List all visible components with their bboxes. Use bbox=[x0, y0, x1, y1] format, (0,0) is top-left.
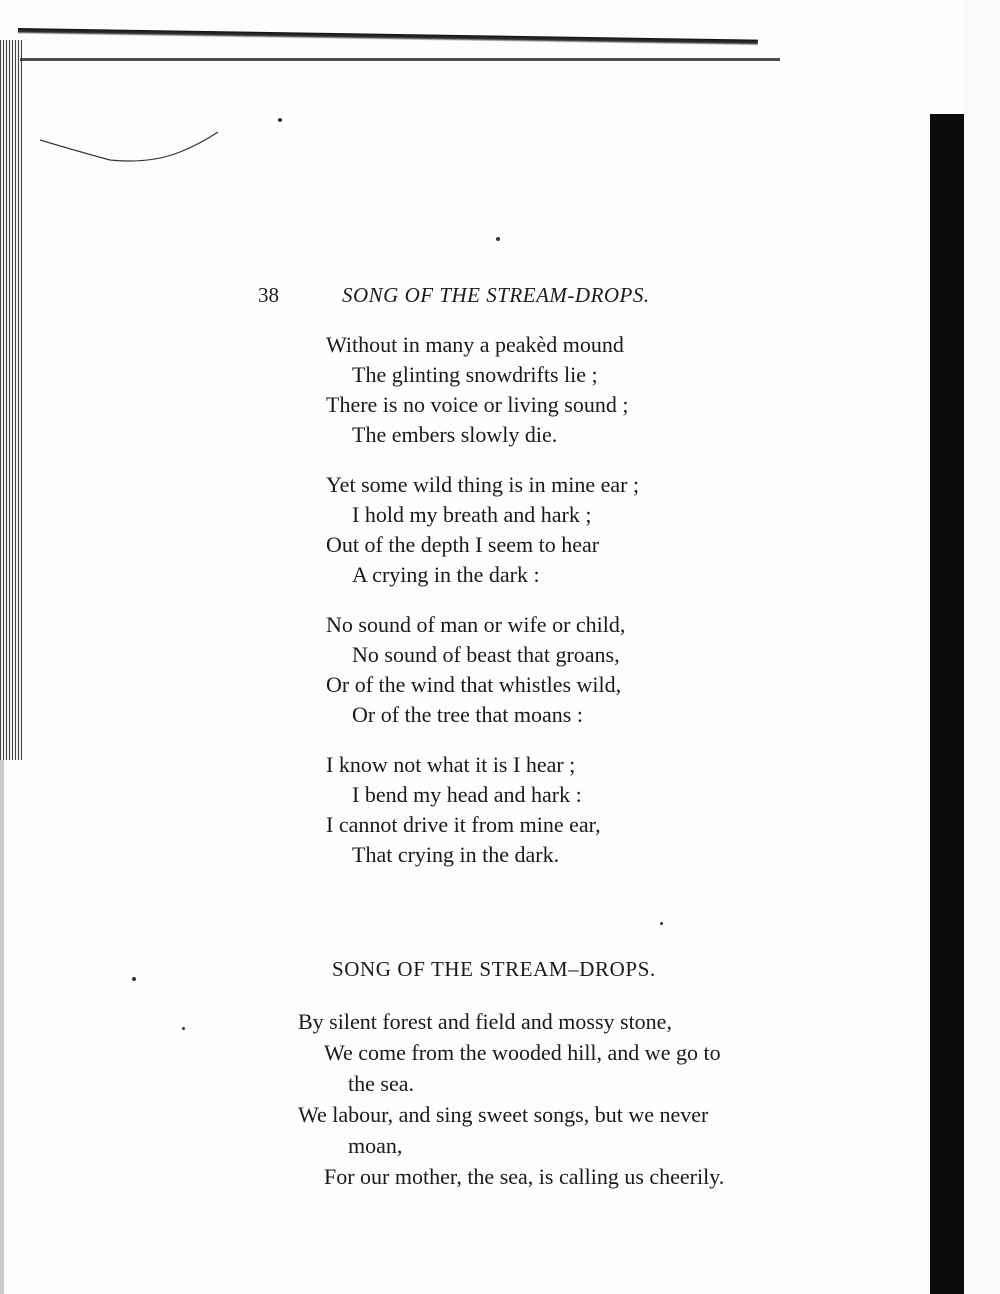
binding-edge bbox=[0, 760, 4, 1294]
speck bbox=[278, 118, 282, 122]
poem-line: A crying in the dark : bbox=[352, 562, 540, 587]
speck bbox=[496, 237, 500, 241]
poem-line: No sound of man or wife or child, bbox=[326, 612, 626, 637]
poem-line: I cannot drive it from mine ear, bbox=[326, 812, 601, 837]
poem-line: That crying in the dark. bbox=[352, 842, 560, 867]
poem-line: Or of the tree that moans : bbox=[352, 702, 583, 727]
scan-right-margin bbox=[964, 0, 1000, 1294]
speck bbox=[182, 1027, 185, 1030]
pencil-mark bbox=[40, 130, 220, 170]
song-line: moan, bbox=[348, 1133, 403, 1158]
poem-line: The embers slowly die. bbox=[352, 422, 558, 447]
page-top-edge bbox=[18, 28, 758, 46]
speck bbox=[660, 922, 663, 925]
song-line: By silent forest and field and mossy stone, bbox=[298, 1009, 672, 1034]
song bbox=[298, 1006, 818, 1192]
stanza bbox=[326, 330, 786, 450]
poem-line: There is no voice or living sound ; bbox=[326, 392, 629, 417]
scan-right-shadow bbox=[930, 114, 964, 1294]
binding-shadow bbox=[0, 40, 22, 760]
poem bbox=[326, 330, 786, 890]
page-top-rule bbox=[20, 58, 780, 61]
song-line: We labour, and sing sweet songs, but we never bbox=[298, 1102, 709, 1127]
page-number: 38 bbox=[258, 283, 279, 307]
song-line: For our mother, the sea, is calling us cheerily. bbox=[324, 1164, 725, 1189]
stanza bbox=[326, 470, 786, 590]
poem-line: I hold my breath and hark ; bbox=[352, 502, 592, 527]
song-line: We come from the wooded hill, and we go to bbox=[324, 1040, 721, 1065]
running-head: SONG OF THE STREAM-DROPS. bbox=[342, 283, 650, 307]
section-title: SONG OF THE STREAM–DROPS. bbox=[332, 957, 656, 981]
stanza bbox=[326, 610, 786, 730]
poem-line: The glinting snowdrifts lie ; bbox=[352, 362, 598, 387]
song-line: the sea. bbox=[348, 1071, 414, 1096]
page-header bbox=[258, 283, 778, 313]
poem-line: Out of the depth I seem to hear bbox=[326, 532, 600, 557]
stanza bbox=[326, 750, 786, 870]
poem-line: Or of the wind that whistles wild, bbox=[326, 672, 622, 697]
poem-line: I bend my head and hark : bbox=[352, 782, 582, 807]
speck bbox=[132, 977, 136, 981]
poem-line: I know not what it is I hear ; bbox=[326, 752, 576, 777]
poem-line: No sound of beast that groans, bbox=[352, 642, 620, 667]
poem-line: Without in many a peakèd mound bbox=[326, 332, 624, 357]
poem-line: Yet some wild thing is in mine ear ; bbox=[326, 472, 640, 497]
